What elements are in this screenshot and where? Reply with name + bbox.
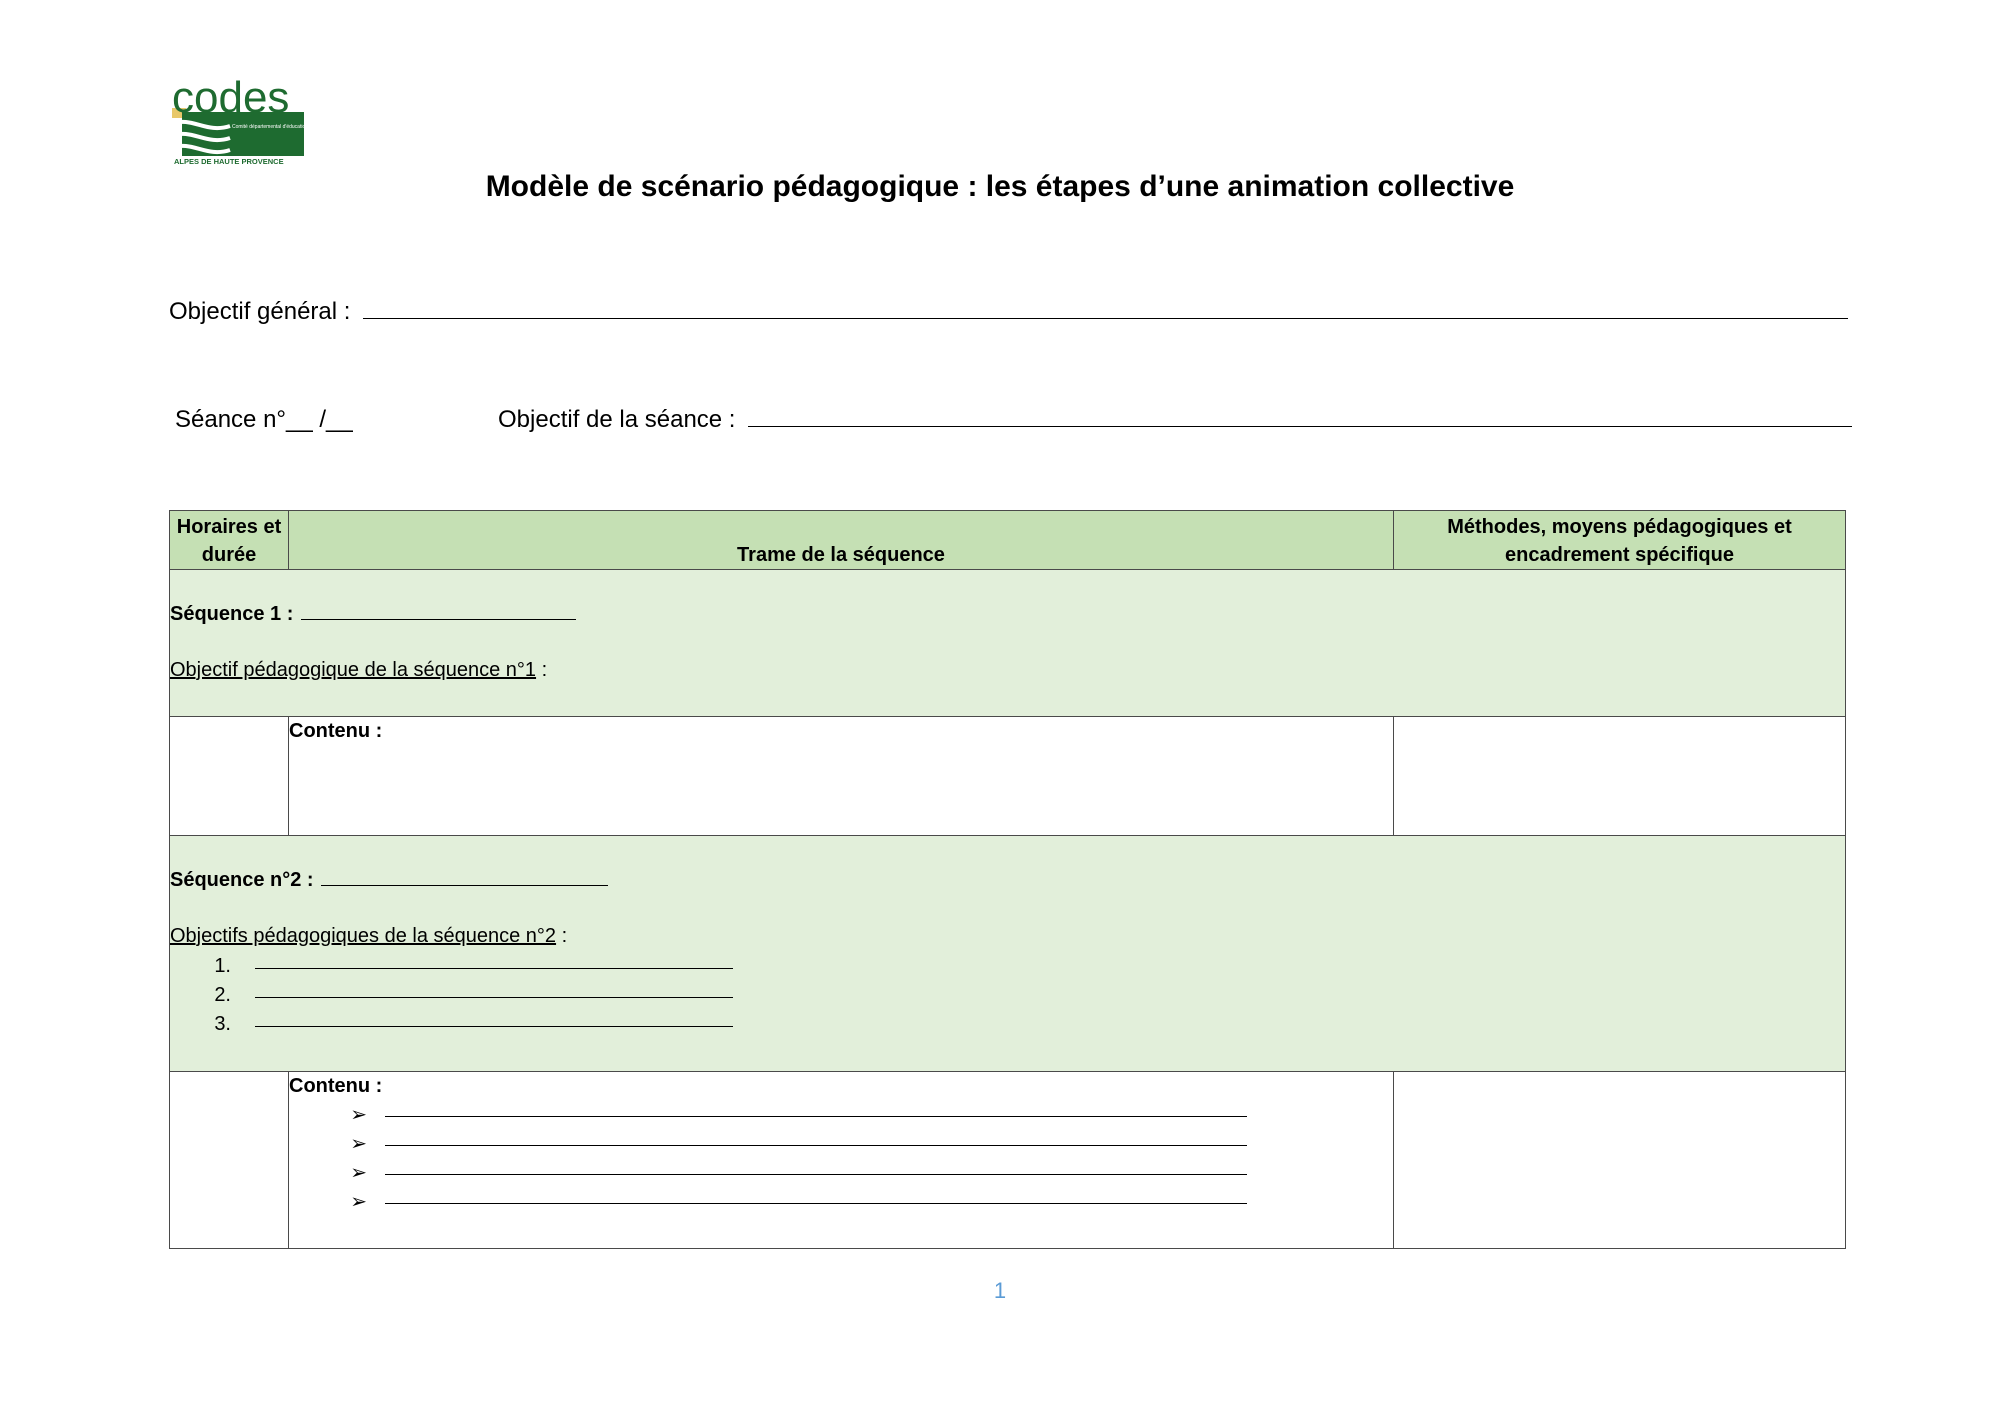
- general-objective-blank[interactable]: [363, 314, 1848, 319]
- objective-blank[interactable]: [255, 964, 733, 969]
- sequence-2-objectives: Objectifs pédagogiques de la séquence n°2 :: [170, 925, 568, 947]
- sequence-1-content-row: [170, 717, 1846, 836]
- sequence-1-objective-label: Objectif pédagogique de la séquence n°1: [170, 659, 537, 681]
- codes-logo-graphic: [172, 73, 339, 166]
- objective-blank[interactable]: [255, 1022, 733, 1027]
- content-blank[interactable]: [385, 1141, 1247, 1146]
- list-item: [289, 1187, 1393, 1216]
- sequence-2-objectives-list: [170, 952, 1845, 1039]
- session-number-row: [175, 406, 353, 434]
- list-item: [289, 1158, 1393, 1187]
- sequence-1-time-cell[interactable]: [170, 717, 289, 836]
- sequence-2-content-cell[interactable]: [289, 1072, 1394, 1249]
- list-item: [289, 1100, 1393, 1129]
- sequence-1-row: [170, 570, 1846, 717]
- arrow-bullet-icon: ➢: [350, 1133, 367, 1155]
- logo-tagline-text: Comité départemental d'éducation pour la santé: [232, 124, 339, 130]
- session-objective-blank[interactable]: [748, 422, 1852, 427]
- table-header-row: [170, 511, 1846, 570]
- sequence-2-time-cell[interactable]: [170, 1072, 289, 1249]
- sequence-1-content-label: Contenu :: [289, 720, 383, 742]
- logo-brand-text: codes: [172, 73, 290, 122]
- sequence-1-methods-cell[interactable]: [1394, 717, 1846, 836]
- arrow-bullet-icon: ➢: [350, 1191, 367, 1213]
- content-blank[interactable]: [385, 1170, 1247, 1175]
- list-item: 1.: [170, 952, 1845, 981]
- sequence-1-cell: [170, 570, 1846, 717]
- list-item: [289, 1129, 1393, 1158]
- sequence-1-title-blank[interactable]: [301, 615, 576, 620]
- session-number-label: Séance n°__ /__: [175, 406, 353, 433]
- objective-blank[interactable]: [255, 993, 733, 998]
- sequence-1-objective: Objectif pédagogique de la séquence n°1 :: [170, 659, 548, 681]
- header-outline: Trame de la séquence: [289, 511, 1394, 570]
- scenario-table: [169, 510, 1846, 1249]
- general-objective-row: [169, 298, 1848, 326]
- content-blank[interactable]: [385, 1199, 1247, 1204]
- sequence-2-content-row: [170, 1072, 1846, 1249]
- sequence-2-cell: [170, 836, 1846, 1072]
- page-number: 1: [993, 1278, 1007, 1303]
- session-objective-row: [498, 406, 1852, 434]
- arrow-bullet-icon: ➢: [350, 1162, 367, 1184]
- content-blank[interactable]: [385, 1112, 1247, 1117]
- codes-logo: [172, 73, 339, 166]
- list-item: 2.: [170, 981, 1845, 1010]
- sequence-2-title-blank[interactable]: [321, 881, 608, 886]
- sequence-2-objectives-label: Objectifs pédagogiques de la séquence n°2: [170, 925, 557, 947]
- session-objective-label: Objectif de la séance :: [498, 406, 736, 433]
- sequence-2-title: Séquence n°2 :: [170, 868, 1845, 892]
- logo-region-text: ALPES DE HAUTE PROVENCE: [174, 157, 284, 166]
- document-title: Modèle de scénario pédagogique : les étapes d’une animation collective: [485, 170, 1515, 203]
- sequence-2-methods-cell[interactable]: [1394, 1072, 1846, 1249]
- sequence-2-content-label: Contenu :: [289, 1075, 383, 1097]
- list-item: 3.: [170, 1010, 1845, 1039]
- sequence-2-row: [170, 836, 1846, 1072]
- header-time: Horaires et durée: [170, 511, 289, 570]
- sequence-1-title: Séquence 1 :: [170, 602, 1845, 626]
- sequence-2-content-list: [289, 1100, 1393, 1216]
- sequence-1-content-cell[interactable]: [289, 717, 1394, 836]
- general-objective-label: Objectif général :: [169, 298, 351, 325]
- arrow-bullet-icon: ➢: [350, 1104, 367, 1126]
- header-methods: Méthodes, moyens pédagogiques et encadrement spécifique: [1394, 511, 1846, 570]
